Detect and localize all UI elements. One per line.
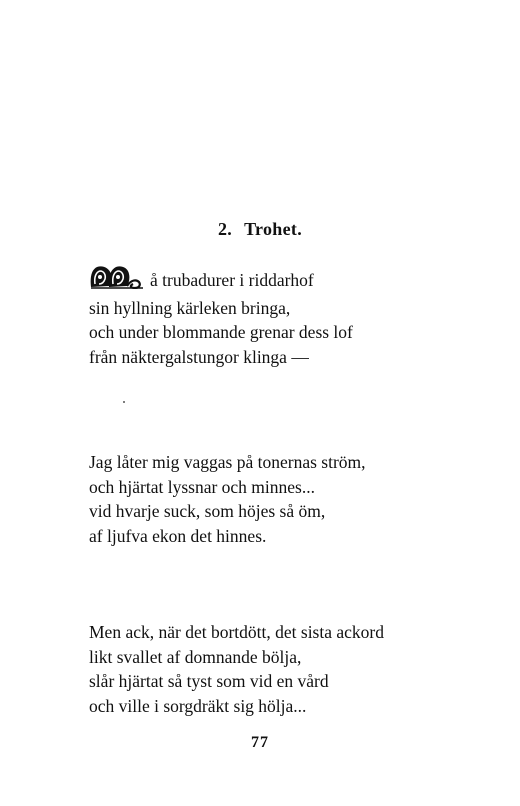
ornamental-initial-m-icon: [89, 265, 149, 296]
verse-line: slår hjärtat så tyst som vid en vård: [89, 671, 329, 691]
stanza-1: [89, 265, 353, 369]
verse-line: af ljufva ekon det hinnes.: [89, 525, 267, 546]
verse-line: sin hyllning kärleken bringa,: [89, 297, 291, 318]
verse-line: och ville i sorgdräkt sig hölja...: [89, 695, 307, 716]
paper-speck: [123, 401, 125, 403]
verse-line: vid hvarje suck, som höjes så öm,: [89, 501, 326, 521]
verse-line: och hjärtat lyssnar och minnes...: [89, 476, 315, 497]
verse-line: Men ack, när det bortdött, det sista ackord: [89, 622, 384, 642]
page-number: 77: [251, 734, 269, 751]
verse-line: från näktergalstungor klinga —: [89, 346, 309, 367]
poem-title: [0, 219, 520, 240]
verse-line: och under blommande grenar dess lof: [89, 322, 353, 342]
verse-line: Jag låter mig vaggas på tonernas ström,: [89, 452, 366, 472]
poem-number: 2.: [217, 219, 233, 239]
verse-line: å trubadurer i riddarhof: [89, 265, 353, 296]
stanza-3: [89, 620, 384, 718]
poem-title-text: Trohet.: [244, 219, 303, 239]
verse-line: likt svallet af domnande bölja,: [89, 646, 302, 667]
stanza-2: [89, 450, 366, 548]
